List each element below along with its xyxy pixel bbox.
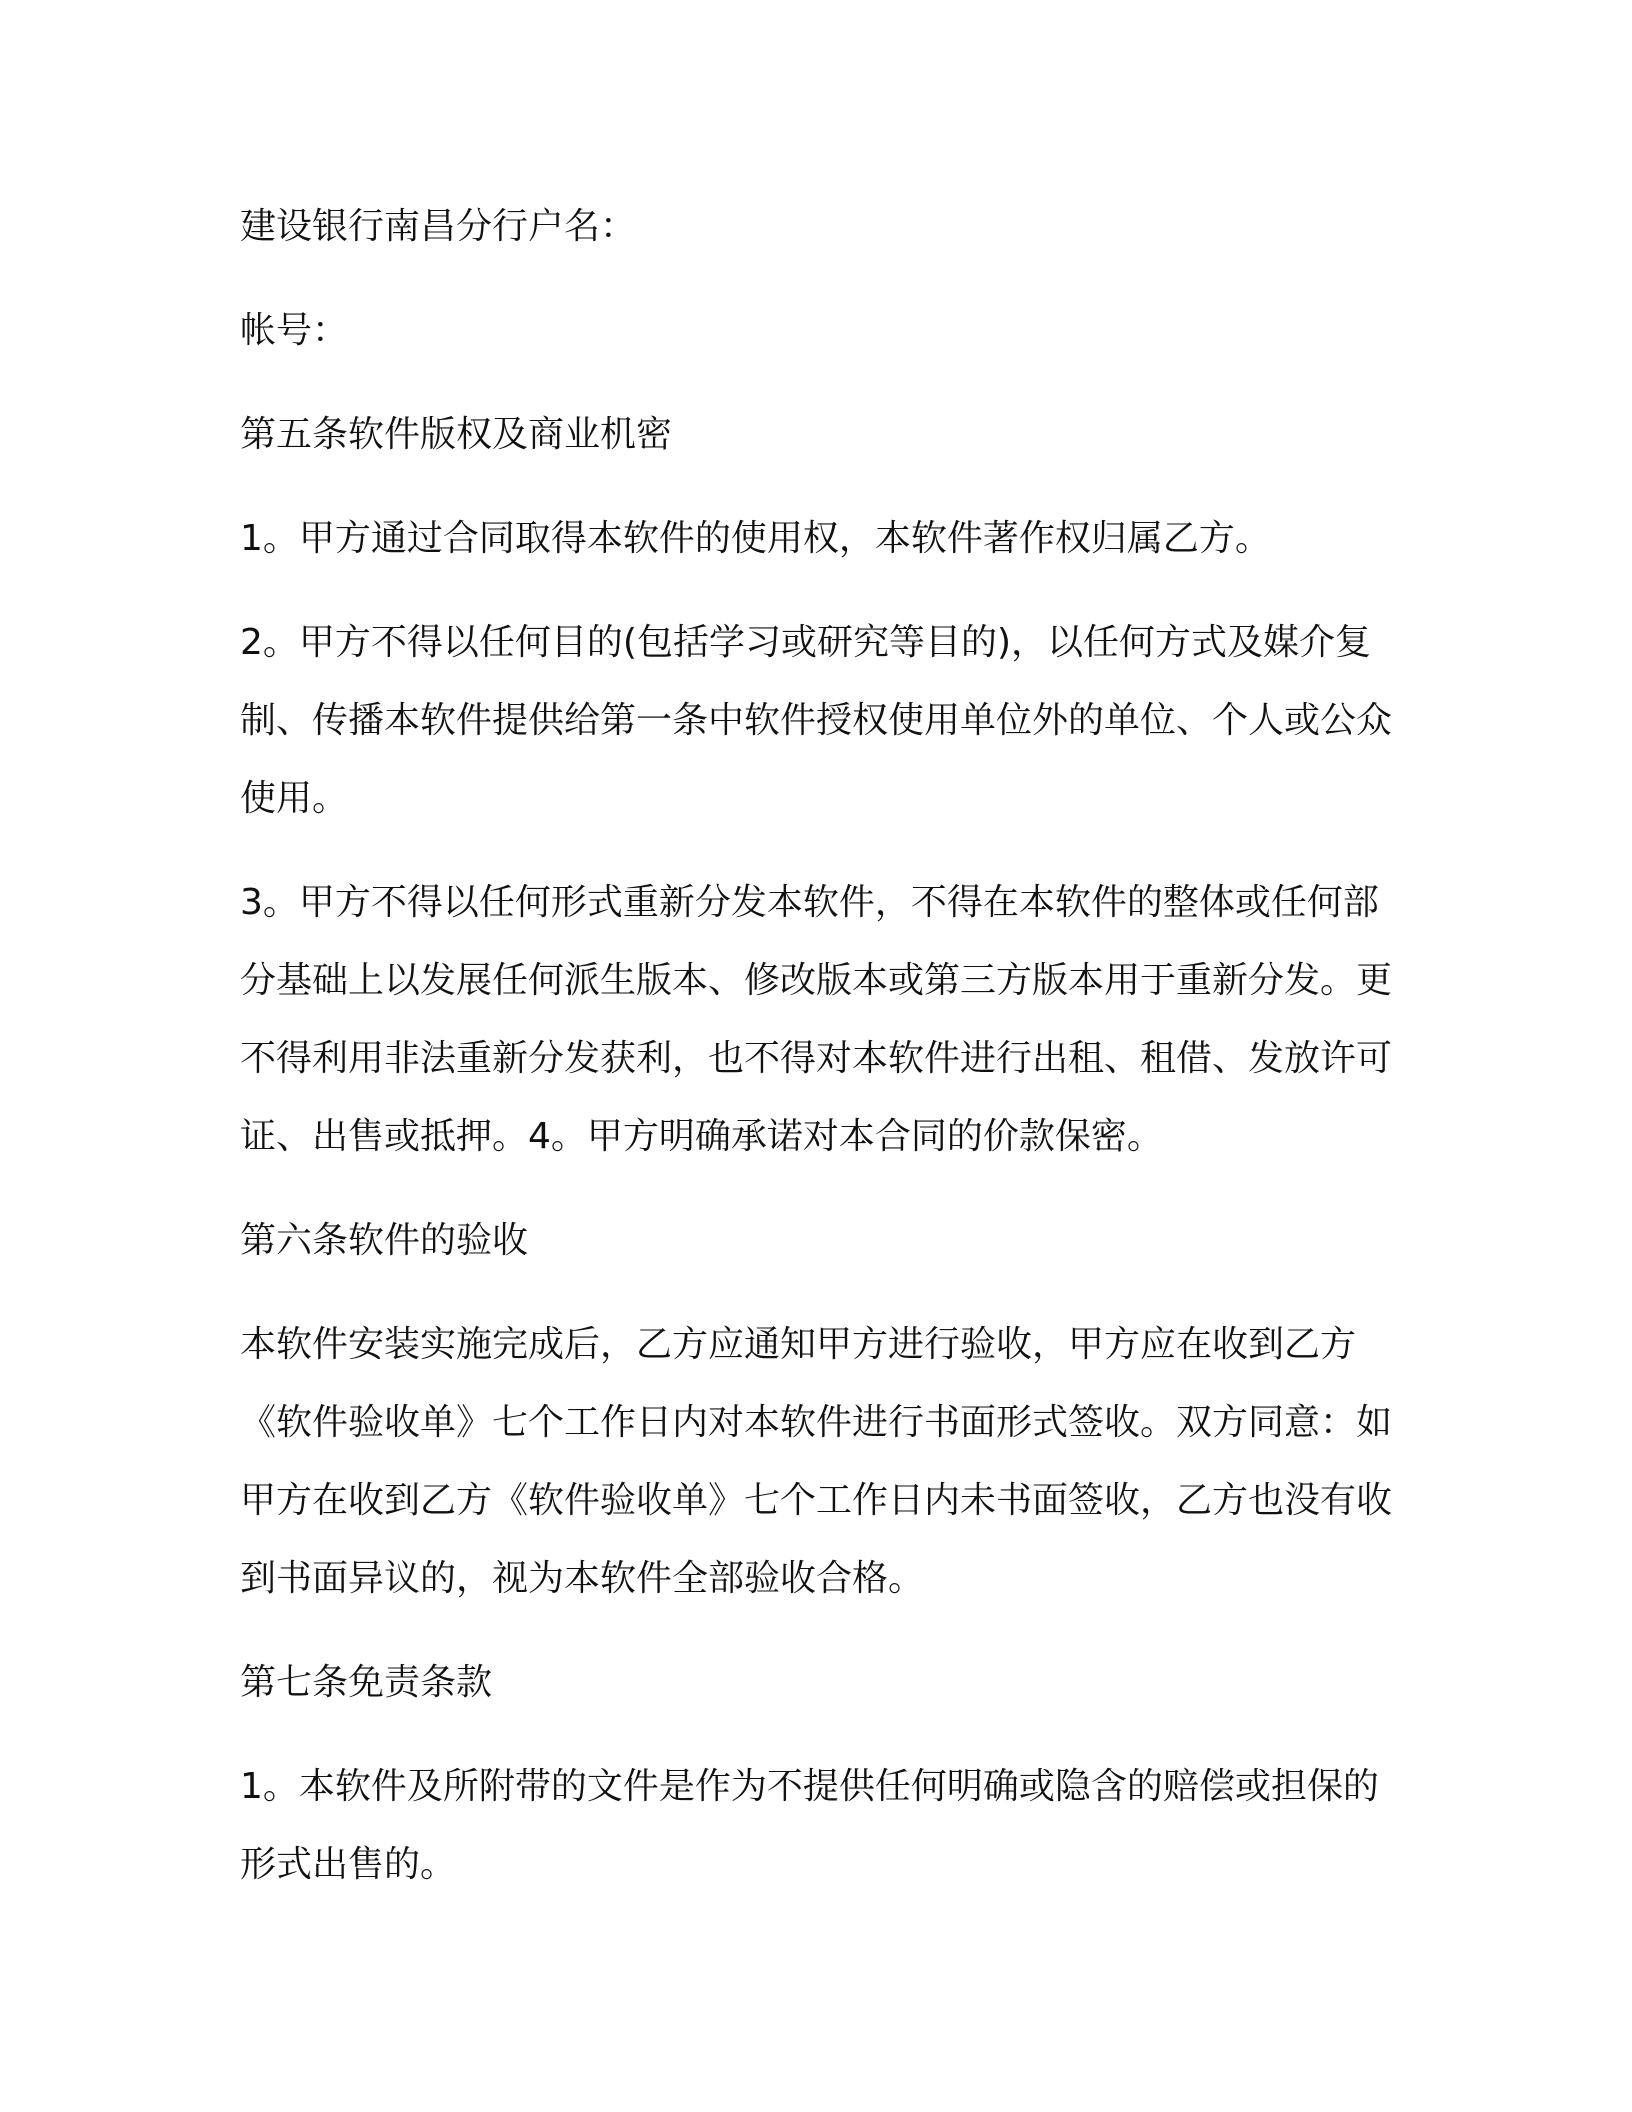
article-7-heading: 第七条免责条款	[240, 1662, 493, 1703]
article-5-clause-1: 1。甲方通过合同取得本软件的使用权，本软件著作权归属乙方。	[240, 518, 1271, 559]
article-6-heading: 第六条软件的验收	[240, 1220, 529, 1261]
article-5-heading: 第五条软件版权及商业机密	[240, 414, 673, 455]
document-body	[240, 188, 1400, 1930]
article-6-body: 本软件安装实施完成后，乙方应通知甲方进行验收，甲方应在收到乙方《软件验收单》七个工作日内对本软件进行书面形式签收。双方同意：如甲方在收到乙方《软件验收单》七个工作日内未书面签收，乙方也没有收到书面异议的，视为本软件全部验收合格。	[240, 1324, 1393, 1599]
article-7-clause-1: 1。本软件及所附带的文件是作为不提供任何明确或隐含的赔偿或担保的形式出售的。	[240, 1766, 1379, 1885]
article-5-clause-2: 2。甲方不得以任何目的(包括学习或研究等目的)，以任何方式及媒介复制、传播本软件提供给第一条中软件授权使用单位外的单位、个人或公众使用。	[240, 622, 1393, 819]
account-number-line: 帐号：	[240, 310, 349, 351]
bank-account-name-line: 建设银行南昌分行户名：	[240, 206, 637, 247]
article-5-clause-3: 3。甲方不得以任何形式重新分发本软件，不得在本软件的整体或任何部分基础上以发展任何派生版本、修改版本或第三方版本用于重新分发。更不得利用非法重新分发获利，也不得对本软件进行出租、租借、发放许可证、出售或抵押。4。甲方明确承诺对本合同的价款保密。	[240, 882, 1393, 1157]
